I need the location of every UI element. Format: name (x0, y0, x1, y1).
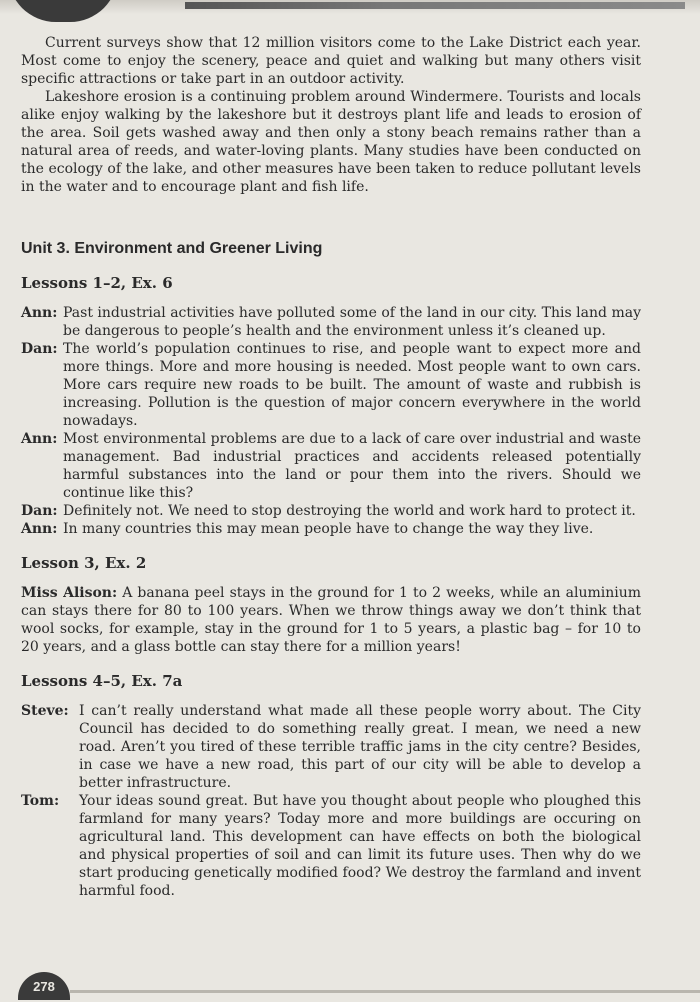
dialogue-text: In many countries this may mean people have to change the way they live. (63, 521, 594, 537)
dialogue-text: The world’s population continues to rise, and people want to expect more and more things. More and more housing is needed. Most people want to own cars. More cars require new roads to be built. The amount of waste and rubbish is increasing. Pollution is the question of major concern everywhere in the world nowadays. (63, 341, 641, 429)
dialogue-text: Your ideas sound great. But have you thought about people who ploughed this farmland for many years? Today more and more buildings are occuring on agricultural land. This development can have effects on both the biological and physical properties of soil and can limit its future uses. Then why do we start producing genetically modified food? We destroy the farmland and invent harmful food. (79, 793, 641, 899)
dialogue-line (21, 520, 641, 538)
unit-title: Unit 3. Environment and Greener Living (21, 240, 323, 257)
speaker-label: Tom: (21, 793, 60, 809)
speaker-label: Steve: (21, 703, 69, 719)
dialogue-text: Most environmental problems are due to a lack of care over industrial and waste management. Bad industrial practices and accidents released potentially harmful substances into the land or pour them into the rivers. Should we continue like this? (63, 431, 641, 501)
dialogue-line (21, 502, 641, 520)
dialogue-line (21, 340, 641, 430)
section-heading-lessons-1-2: Lessons 1–2, Ex. 6 (21, 274, 173, 292)
page-number: 278 (18, 972, 70, 1000)
speaker-label: Dan: (21, 503, 58, 519)
dialogue-line (21, 702, 641, 792)
intro-paragraph-1: Current surveys show that 12 million visitors come to the Lake District each year. Most come to enjoy the scenery, peace and quiet and walking but many others visit specific attractions or take part in an outdoor activity. (21, 35, 641, 87)
speaker-label: Ann: (21, 431, 58, 447)
intro-paragraph-2: Lakeshore erosion is a continuing problem around Windermere. Tourists and locals alike enjoy walking by the lakeshore but it destroys plant life and leads to erosion of the area. Soil gets washed away and then only a stony beach remains rather than a natural area of reeds, and water-loving plants. Many studies have been conducted on the ecology of the lake, and other measures have been taken to reduce pollutant levels in the water and to encourage plant and fish life. (21, 89, 641, 195)
speaker-label: Dan: (21, 341, 58, 357)
speaker-label: Ann: (21, 521, 58, 537)
page-content (21, 34, 641, 900)
dialogue-line (21, 304, 641, 340)
dialogue-section-1 (21, 304, 641, 538)
dialogue-text: I can’t really understand what made all these people worry about. The City Council has decided to do something really great. I mean, we need a new road. Aren’t you tired of these terrible traffic jams in the city centre? Besides, in case we have a new road, this part of our city will be able to develop a better infrastructure. (79, 703, 641, 791)
monologue-text: A banana peel stays in the ground for 1 to 2 weeks, while an aluminium can stays there for 80 to 100 years. When we throw things away we don’t think that wool socks, for example, stay in the ground for 1 to 5 years, a plastic bag – for 10 to 20 years, and a glass bottle can stay there for a million years! (21, 585, 641, 655)
monologue-paragraph (21, 584, 641, 656)
dialogue-text: Definitely not. We need to stop destroying the world and work hard to protect it. (63, 503, 636, 519)
section-heading-lesson-3: Lesson 3, Ex. 2 (21, 554, 147, 572)
top-rule (185, 2, 685, 9)
bottom-rule (70, 990, 700, 993)
speaker-label: Ann: (21, 305, 58, 321)
dialogue-text: Past industrial activities have polluted some of the land in our city. This land may be dangerous to people’s health and the environment unless it’s cleaned up. (63, 305, 641, 339)
dialogue-line (21, 430, 641, 502)
dialogue-section-3 (21, 702, 641, 900)
dialogue-line (21, 792, 641, 900)
section-heading-lessons-4-5: Lessons 4–5, Ex. 7a (21, 672, 183, 690)
speaker-label: Miss Alison: (21, 585, 118, 601)
